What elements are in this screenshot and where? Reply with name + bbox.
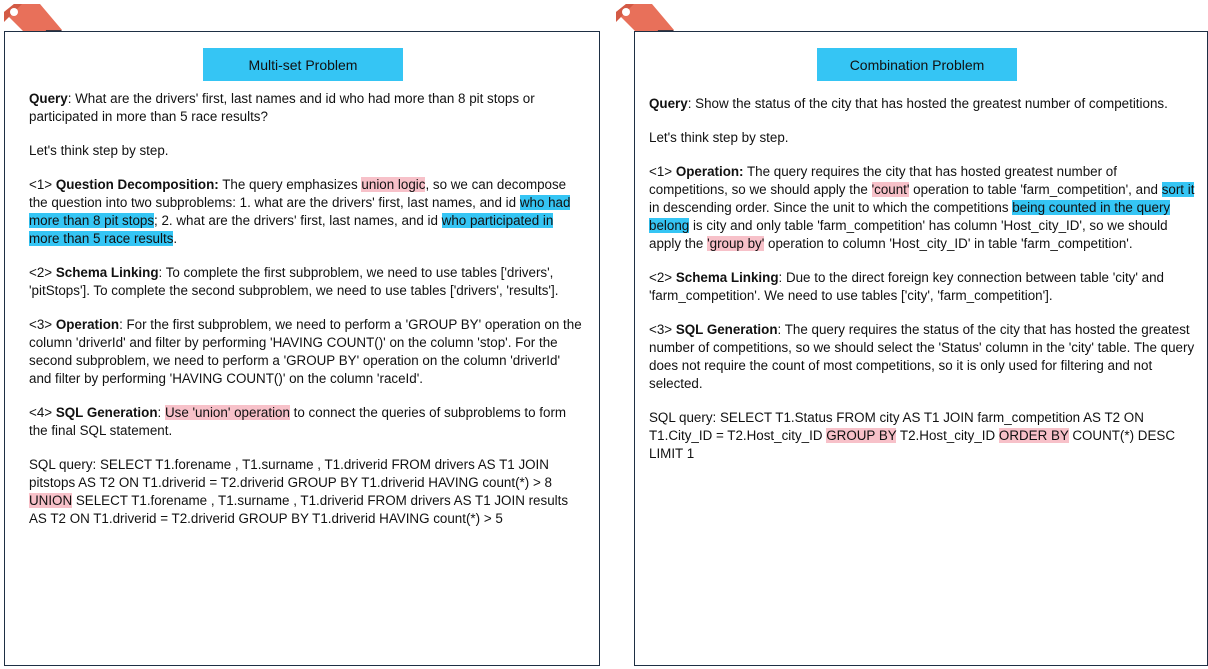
step-label: SQL Generation [675,322,778,337]
step-schema-linking: <2> Schema Linking: Due to the direct foreign key connection between table 'city' and 'farm_competition'. We need to use tables ['city', 'farm_competition']. [649,270,1164,303]
highlight: sort it [1161,182,1195,197]
highlight: who participated in more than 5 race results [29,213,554,246]
multi-set-panel [4,31,600,666]
query-paragraph [649,95,1197,113]
panel-content [649,95,1197,479]
panel-title: Multi-set Problem [203,48,403,81]
query-label: Query [649,96,688,111]
step-sql-generation: <4> SQL Generation: Use 'union' operation to connect the queries of subproblems to form the final SQL statement. [29,405,567,438]
sql-query: SQL query: SELECT T1.Status FROM city AS T1 JOIN farm_competition AS T2 ON T1.City_ID = T2.Host_city_ID GROUP BY T2.Host_city_ID ORDER BY COUNT(*) DESC LIMIT 1 [649,410,1175,461]
highlight: being counted in the query belong [649,200,1171,233]
step-label: SQL Generation [55,405,158,420]
step-label: Schema Linking [675,270,779,285]
query-label: Query [29,91,68,106]
think-line: Let's think step by step. [649,130,789,145]
step-sql-generation: <3> SQL Generation: The query requires the status of the city that has hosted the greatest number of competitions, so we should select the 'Status' column in the 'city' table. The query does not require the count of most competitions, so it is only used for filtering and not selected. [649,322,1195,391]
step-operation: <1> Operation: The query requires the city that has hosted greatest number of competitions, so we should apply the 'count' operation to table 'farm_competition', and sort it in descending order. Since the unit to which the competitions being counted in the query belong is city and only table 'farm_competition' has column 'Host_city_ID', so we should apply the 'group by' operation to column 'Host_city_ID' in table 'farm_competition'. [649,164,1195,251]
panel-content [29,90,585,544]
highlight: UNION [29,493,73,508]
think-line: Let's think step by step. [29,143,169,158]
step-operation: <3> Operation: For the first subproblem, we need to perform a 'GROUP BY' operation on the column 'driverId' and filter by performing 'HAVING COUNT()' on the column 'stop'. For the second subproblem, we need to perform a 'GROUP BY' operation on the column 'driverId' and filter by performing 'HAVING COUNT()' on the column 'raceId'. [29,317,582,386]
highlight: 'count' [871,182,910,197]
step-label: Question Decomposition: [55,177,219,192]
highlight: ORDER BY [998,428,1069,443]
query-text: : Show the status of the city that has hosted the greatest number of competitions. [687,96,1168,111]
combination-panel [634,31,1208,666]
highlight: who had more than 8 pit stops [29,195,571,228]
highlight: 'group by' [707,236,765,251]
sql-query: SQL query: SELECT T1.forename , T1.surname , T1.driverid FROM drivers AS T1 JOIN pitstops AS T2 ON T1.driverid = T2.driverid GROUP BY T1.driverid HAVING count(*) > 8 UNION SELECT T1.forename , T1.surname , T1.driverid FROM drivers AS T1 JOIN results AS T2 ON T1.driverid = T2.driverid GROUP BY T1.driverid HAVING count(*) > 5 [29,457,569,526]
highlight: Use 'union' operation [164,405,290,420]
step-label: Operation [55,317,120,332]
step-label: Operation: [675,164,744,179]
highlight: union logic [361,177,426,192]
query-text: : What are the drivers' first, last names and id who had more than 8 pit stops or participated in more than 5 race results? [29,91,535,124]
panel-title: Combination Problem [817,48,1017,81]
step-label: Schema Linking [55,265,159,280]
highlight: GROUP BY [826,428,897,443]
step-decomposition: <1> Question Decomposition: The query emphasizes union logic, so we can decompose the question into two subproblems: 1. what are the drivers' first, last names, and id who had more than 8 pit stops; 2. what are the drivers' first, last names, and id who participated in more than 5 race results. [29,177,571,246]
step-schema-linking: <2> Schema Linking: To complete the first subproblem, we need to use tables ['drivers', 'pitStops']. To complete the second subproblem, we need to use tables ['drivers', 'results']. [29,265,559,298]
query-paragraph [29,90,585,126]
